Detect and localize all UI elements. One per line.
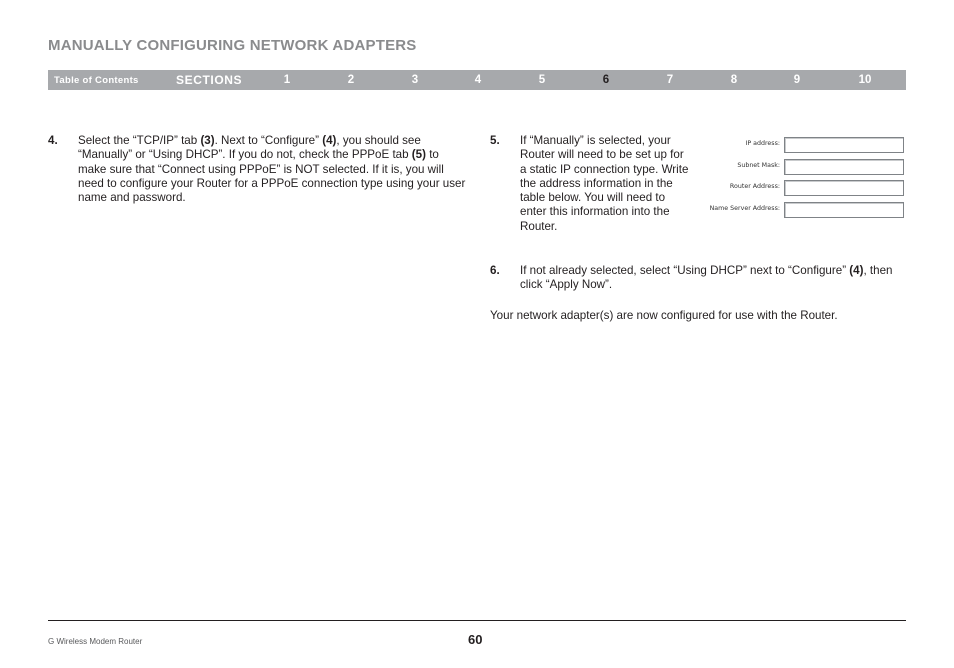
- step-text: Select the “TCP/IP” tab (3). Next to “Configure” (4), you should see “Manually” or “Using DHCP”. If you do not, check the PPPoE tab (5) to make sure that “Connect using PPPoE” is NOT selected. If it is, you will need to configure your Router for a PPPoE connection type using your user name and password.: [78, 134, 466, 205]
- router-address-label: Router Address:: [729, 183, 780, 190]
- section-navigation-bar: [48, 70, 906, 90]
- sections-label: SECTIONS: [176, 73, 243, 87]
- section-link-2[interactable]: 2: [347, 74, 355, 86]
- router-address-row: [706, 179, 906, 197]
- step-4: [48, 134, 466, 205]
- ip-address-row: [706, 136, 906, 154]
- section-link-1[interactable]: 1: [283, 74, 291, 86]
- step-text: If “Manually” is selected, your Router will need to be set up for a static IP connection type. Write the address information in the table below. You will need to enter this information into the Router.: [520, 134, 689, 233]
- section-link-6[interactable]: 6: [602, 74, 610, 86]
- subnet-mask-field[interactable]: [784, 159, 904, 175]
- section-link-9[interactable]: 9: [793, 74, 801, 86]
- section-link-10[interactable]: 10: [858, 74, 872, 86]
- name-server-row: [706, 201, 906, 219]
- name-server-address-field[interactable]: [784, 202, 904, 218]
- section-link-5[interactable]: 5: [538, 74, 546, 86]
- table-of-contents-link[interactable]: Table of Contents: [54, 75, 139, 86]
- name-server-address-label: Name Server Address:: [709, 205, 780, 212]
- section-link-4[interactable]: 4: [474, 74, 482, 86]
- step-text: If not already selected, select “Using DHCP” next to “Configure” (4), then click “Apply Now”.: [520, 264, 893, 292]
- step-6: [490, 264, 906, 293]
- page-title: MANUALLY CONFIGURING NETWORK ADAPTERS: [48, 37, 417, 54]
- section-link-3[interactable]: 3: [411, 74, 419, 86]
- subnet-mask-row: [706, 158, 906, 176]
- subnet-mask-label: Subnet Mask:: [737, 162, 780, 169]
- step-number: 5.: [490, 134, 500, 147]
- step-number: 6.: [490, 264, 500, 277]
- footer-divider: [48, 620, 906, 621]
- section-link-8[interactable]: 8: [730, 74, 738, 86]
- ip-address-label: IP address:: [745, 140, 780, 147]
- ip-address-field[interactable]: [784, 137, 904, 153]
- closing-text: Your network adapter(s) are now configured for use with the Router.: [490, 309, 838, 322]
- step-number: 4.: [48, 134, 58, 147]
- step-5: [490, 134, 690, 234]
- page-number: 60: [468, 632, 483, 647]
- router-address-field[interactable]: [784, 180, 904, 196]
- address-form-figure: [706, 134, 906, 220]
- section-link-7[interactable]: 7: [666, 74, 674, 86]
- footer-product-name: G Wireless Modem Router: [48, 637, 143, 646]
